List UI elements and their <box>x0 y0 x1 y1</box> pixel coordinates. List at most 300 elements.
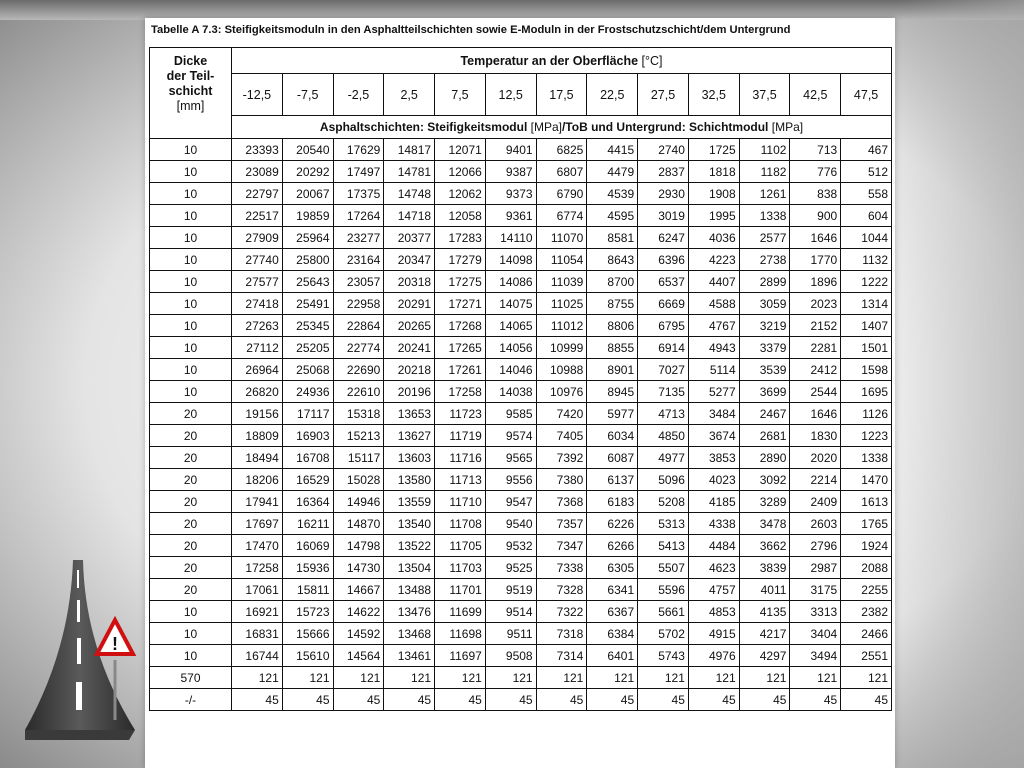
value-cell: 17117 <box>282 403 333 425</box>
table-row <box>150 557 892 579</box>
value-cell: 9565 <box>485 447 536 469</box>
value-cell: 5661 <box>638 601 689 623</box>
value-cell: 2466 <box>841 623 892 645</box>
table-row <box>150 249 892 271</box>
value-cell: 9547 <box>485 491 536 513</box>
table-row <box>150 315 892 337</box>
value-cell: 4223 <box>688 249 739 271</box>
value-cell: 5277 <box>688 381 739 403</box>
value-cell: 5208 <box>638 491 689 513</box>
temperature-cell: 7,5 <box>435 74 486 116</box>
value-cell: 25800 <box>282 249 333 271</box>
value-cell: 6183 <box>587 491 638 513</box>
value-cell: 4479 <box>587 161 638 183</box>
value-cell: 23089 <box>232 161 283 183</box>
table-row <box>150 469 892 491</box>
value-cell: 17470 <box>232 535 283 557</box>
value-cell: 5096 <box>638 469 689 491</box>
value-cell: 9511 <box>485 623 536 645</box>
value-cell: 14870 <box>333 513 384 535</box>
value-cell: 13603 <box>384 447 435 469</box>
table-row <box>150 689 892 711</box>
value-cell: 12058 <box>435 205 486 227</box>
value-cell: 15666 <box>282 623 333 645</box>
value-cell: 17268 <box>435 315 486 337</box>
value-cell: 17283 <box>435 227 486 249</box>
value-cell: 7420 <box>536 403 587 425</box>
value-cell: 18494 <box>232 447 283 469</box>
value-cell: 4977 <box>638 447 689 469</box>
value-cell: 20377 <box>384 227 435 249</box>
table-row <box>150 403 892 425</box>
value-cell: 7357 <box>536 513 587 535</box>
value-cell: 2681 <box>739 425 790 447</box>
value-cell: 26964 <box>232 359 283 381</box>
value-cell: 27418 <box>232 293 283 315</box>
value-cell: 2409 <box>790 491 841 513</box>
value-cell: 23277 <box>333 227 384 249</box>
value-cell: 5743 <box>638 645 689 667</box>
value-cell: 4023 <box>688 469 739 491</box>
value-cell: 1470 <box>841 469 892 491</box>
value-cell: 14086 <box>485 271 536 293</box>
temperature-cell: -2,5 <box>333 74 384 116</box>
dicke-cell: 20 <box>150 557 232 579</box>
value-cell: 3059 <box>739 293 790 315</box>
value-cell: 1598 <box>841 359 892 381</box>
value-cell: 1646 <box>790 227 841 249</box>
value-cell: 776 <box>790 161 841 183</box>
value-cell: 121 <box>638 667 689 689</box>
value-cell: 558 <box>841 183 892 205</box>
value-cell: 14781 <box>384 161 435 183</box>
value-cell: 1501 <box>841 337 892 359</box>
value-cell: 4036 <box>688 227 739 249</box>
modulus-unit: [MPa] <box>530 120 562 134</box>
value-cell: 17271 <box>435 293 486 315</box>
table-row <box>150 601 892 623</box>
dicke-cell: 20 <box>150 579 232 601</box>
value-cell: 3539 <box>739 359 790 381</box>
value-cell: 1102 <box>739 139 790 161</box>
value-cell: 13580 <box>384 469 435 491</box>
value-cell: 17061 <box>232 579 283 601</box>
value-cell: 7135 <box>638 381 689 403</box>
value-cell: 1924 <box>841 535 892 557</box>
value-cell: 3175 <box>790 579 841 601</box>
value-cell: 16708 <box>282 447 333 469</box>
value-cell: 1695 <box>841 381 892 403</box>
value-cell: 11710 <box>435 491 486 513</box>
value-cell: 9532 <box>485 535 536 557</box>
value-cell: 14667 <box>333 579 384 601</box>
value-cell: 9514 <box>485 601 536 623</box>
value-cell: 45 <box>282 689 333 711</box>
value-cell: 7405 <box>536 425 587 447</box>
value-cell: 3379 <box>739 337 790 359</box>
value-cell: 22864 <box>333 315 384 337</box>
dicke-cell: 10 <box>150 161 232 183</box>
table-title: Tabelle A 7.3: Steifigkeitsmoduln in den Asphaltteilschichten sowie E-Moduln in der Frostschutzschicht/dem Untergrund <box>151 24 791 36</box>
dicke-cell: 10 <box>150 249 232 271</box>
value-cell: 45 <box>638 689 689 711</box>
value-cell: 1908 <box>688 183 739 205</box>
value-cell: 11713 <box>435 469 486 491</box>
value-cell: 1338 <box>841 447 892 469</box>
value-cell: 15811 <box>282 579 333 601</box>
value-cell: 20241 <box>384 337 435 359</box>
value-cell: 45 <box>841 689 892 711</box>
value-cell: 14798 <box>333 535 384 557</box>
value-cell: 4011 <box>739 579 790 601</box>
value-cell: 9540 <box>485 513 536 535</box>
value-cell: 17629 <box>333 139 384 161</box>
value-cell: 3662 <box>739 535 790 557</box>
value-cell: 3219 <box>739 315 790 337</box>
value-cell: 14098 <box>485 249 536 271</box>
temperature-cell: 42,5 <box>790 74 841 116</box>
value-cell: 12066 <box>435 161 486 183</box>
value-cell: 12062 <box>435 183 486 205</box>
modulus-table <box>149 47 892 711</box>
value-cell: 6537 <box>638 271 689 293</box>
value-cell: 16831 <box>232 623 283 645</box>
dicke-header <box>150 48 232 139</box>
dicke-unit: [mm] <box>176 99 205 113</box>
value-cell: 2890 <box>739 447 790 469</box>
value-cell: 45 <box>739 689 790 711</box>
value-cell: 20218 <box>384 359 435 381</box>
value-cell: 13522 <box>384 535 435 557</box>
value-cell: 1338 <box>739 205 790 227</box>
value-cell: 6384 <box>587 623 638 645</box>
value-cell: 11699 <box>435 601 486 623</box>
temperature-header <box>232 48 892 74</box>
dicke-cell: 20 <box>150 403 232 425</box>
value-cell: 45 <box>232 689 283 711</box>
value-cell: 20291 <box>384 293 435 315</box>
dicke-cell: 10 <box>150 139 232 161</box>
value-cell: 2899 <box>739 271 790 293</box>
temperature-cell: -12,5 <box>232 74 283 116</box>
value-cell: 5596 <box>638 579 689 601</box>
temperature-cell: 12,5 <box>485 74 536 116</box>
dicke-cell: 10 <box>150 315 232 337</box>
value-cell: 3853 <box>688 447 739 469</box>
temperature-values-row <box>150 74 892 116</box>
value-cell: 20540 <box>282 139 333 161</box>
value-cell: 2020 <box>790 447 841 469</box>
value-cell: 9556 <box>485 469 536 491</box>
road-warning-icon <box>25 560 145 760</box>
value-cell: 4415 <box>587 139 638 161</box>
value-cell: 11703 <box>435 557 486 579</box>
value-cell: 11705 <box>435 535 486 557</box>
value-cell: 26820 <box>232 381 283 403</box>
value-cell: 3019 <box>638 205 689 227</box>
table-row <box>150 183 892 205</box>
value-cell: 6087 <box>587 447 638 469</box>
value-cell: 6669 <box>638 293 689 315</box>
value-cell: 2152 <box>790 315 841 337</box>
header-row-temperature <box>150 48 892 74</box>
value-cell: 11697 <box>435 645 486 667</box>
table-row <box>150 645 892 667</box>
value-cell: 1261 <box>739 183 790 205</box>
value-cell: 3478 <box>739 513 790 535</box>
value-cell: 13653 <box>384 403 435 425</box>
table-row <box>150 491 892 513</box>
value-cell: 3289 <box>739 491 790 513</box>
value-cell: 6774 <box>536 205 587 227</box>
value-cell: 7392 <box>536 447 587 469</box>
value-cell: 1182 <box>739 161 790 183</box>
value-cell: 8901 <box>587 359 638 381</box>
value-cell: 121 <box>435 667 486 689</box>
modulus-label-asphalt: Asphaltschichten: Steifigkeitsmodul <box>319 120 531 134</box>
temperature-cell: 47,5 <box>841 74 892 116</box>
value-cell: 2255 <box>841 579 892 601</box>
value-cell: 5977 <box>587 403 638 425</box>
value-cell: 7328 <box>536 579 587 601</box>
value-cell: 45 <box>333 689 384 711</box>
table-row <box>150 425 892 447</box>
value-cell: 9373 <box>485 183 536 205</box>
value-cell: 4217 <box>739 623 790 645</box>
dicke-cell: 10 <box>150 601 232 623</box>
value-cell: 14075 <box>485 293 536 315</box>
value-cell: 6034 <box>587 425 638 447</box>
value-cell: 45 <box>688 689 739 711</box>
table-row <box>150 337 892 359</box>
value-cell: 20292 <box>282 161 333 183</box>
value-cell: 6396 <box>638 249 689 271</box>
value-cell: 9585 <box>485 403 536 425</box>
value-cell: 7368 <box>536 491 587 513</box>
value-cell: 4757 <box>688 579 739 601</box>
value-cell: 4135 <box>739 601 790 623</box>
value-cell: 15213 <box>333 425 384 447</box>
value-cell: 10999 <box>536 337 587 359</box>
value-cell: 9508 <box>485 645 536 667</box>
value-cell: 4185 <box>688 491 739 513</box>
value-cell: 27909 <box>232 227 283 249</box>
table-row <box>150 139 892 161</box>
value-cell: 17697 <box>232 513 283 535</box>
value-cell: 2987 <box>790 557 841 579</box>
value-cell: 1223 <box>841 425 892 447</box>
value-cell: 17264 <box>333 205 384 227</box>
value-cell: 14622 <box>333 601 384 623</box>
value-cell: 1995 <box>688 205 739 227</box>
value-cell: 10988 <box>536 359 587 381</box>
value-cell: 15028 <box>333 469 384 491</box>
value-cell: 3494 <box>790 645 841 667</box>
modulus-header <box>232 116 892 139</box>
value-cell: 15318 <box>333 403 384 425</box>
value-cell: 11723 <box>435 403 486 425</box>
value-cell: 713 <box>790 139 841 161</box>
value-cell: 25205 <box>282 337 333 359</box>
value-cell: 4915 <box>688 623 739 645</box>
value-cell: 2023 <box>790 293 841 315</box>
value-cell: 2738 <box>739 249 790 271</box>
value-cell: 45 <box>384 689 435 711</box>
value-cell: 467 <box>841 139 892 161</box>
value-cell: 14065 <box>485 315 536 337</box>
value-cell: 24936 <box>282 381 333 403</box>
value-cell: 4943 <box>688 337 739 359</box>
value-cell: 4297 <box>739 645 790 667</box>
value-cell: 1646 <box>790 403 841 425</box>
value-cell: 9387 <box>485 161 536 183</box>
value-cell: 7338 <box>536 557 587 579</box>
dicke-header-line: der Teil- <box>166 69 215 83</box>
value-cell: 25643 <box>282 271 333 293</box>
value-cell: 4976 <box>688 645 739 667</box>
value-cell: 1222 <box>841 271 892 293</box>
value-cell: 1044 <box>841 227 892 249</box>
value-cell: 2796 <box>790 535 841 557</box>
value-cell: 11054 <box>536 249 587 271</box>
value-cell: 13461 <box>384 645 435 667</box>
dicke-cell: -/- <box>150 689 232 711</box>
dicke-cell: 10 <box>150 205 232 227</box>
value-cell: 6266 <box>587 535 638 557</box>
value-cell: 22958 <box>333 293 384 315</box>
value-cell: 20067 <box>282 183 333 205</box>
value-cell: 14038 <box>485 381 536 403</box>
table-row <box>150 161 892 183</box>
value-cell: 2214 <box>790 469 841 491</box>
value-cell: 20318 <box>384 271 435 293</box>
table-row <box>150 579 892 601</box>
header-row-modulus <box>150 116 892 139</box>
value-cell: 4623 <box>688 557 739 579</box>
value-cell: 13627 <box>384 425 435 447</box>
dicke-cell: 10 <box>150 623 232 645</box>
value-cell: 2467 <box>739 403 790 425</box>
value-cell: 2544 <box>790 381 841 403</box>
value-cell: 8700 <box>587 271 638 293</box>
value-cell: 7314 <box>536 645 587 667</box>
slide-right-shade <box>896 0 1024 768</box>
value-cell: 4588 <box>688 293 739 315</box>
value-cell: 512 <box>841 161 892 183</box>
value-cell: 17279 <box>435 249 486 271</box>
value-cell: 4595 <box>587 205 638 227</box>
value-cell: 1613 <box>841 491 892 513</box>
value-cell: 13468 <box>384 623 435 645</box>
value-cell: 6367 <box>587 601 638 623</box>
value-cell: 11012 <box>536 315 587 337</box>
value-cell: 8945 <box>587 381 638 403</box>
value-cell: 16529 <box>282 469 333 491</box>
value-cell: 3404 <box>790 623 841 645</box>
temperature-cell: 37,5 <box>739 74 790 116</box>
value-cell: 8755 <box>587 293 638 315</box>
value-cell: 2088 <box>841 557 892 579</box>
dicke-cell: 20 <box>150 447 232 469</box>
value-cell: 23057 <box>333 271 384 293</box>
value-cell: 6341 <box>587 579 638 601</box>
value-cell: 1132 <box>841 249 892 271</box>
svg-text:!: ! <box>112 634 118 654</box>
value-cell: 11719 <box>435 425 486 447</box>
value-cell: 45 <box>587 689 638 711</box>
table-row <box>150 227 892 249</box>
value-cell: 13559 <box>384 491 435 513</box>
value-cell: 25345 <box>282 315 333 337</box>
value-cell: 22797 <box>232 183 283 205</box>
value-cell: 11716 <box>435 447 486 469</box>
value-cell: 4484 <box>688 535 739 557</box>
value-cell: 23393 <box>232 139 283 161</box>
value-cell: 9519 <box>485 579 536 601</box>
value-cell: 6401 <box>587 645 638 667</box>
value-cell: 1407 <box>841 315 892 337</box>
value-cell: 11708 <box>435 513 486 535</box>
temperature-unit: [°C] <box>641 53 663 68</box>
dicke-cell: 20 <box>150 513 232 535</box>
dicke-cell: 20 <box>150 469 232 491</box>
value-cell: 2930 <box>638 183 689 205</box>
temperature-cell: 27,5 <box>638 74 689 116</box>
value-cell: 6226 <box>587 513 638 535</box>
value-cell: 9401 <box>485 139 536 161</box>
value-cell: 15117 <box>333 447 384 469</box>
dicke-cell: 10 <box>150 227 232 249</box>
value-cell: 27577 <box>232 271 283 293</box>
value-cell: 11070 <box>536 227 587 249</box>
value-cell: 45 <box>790 689 841 711</box>
value-cell: 19156 <box>232 403 283 425</box>
value-cell: 14748 <box>384 183 435 205</box>
value-cell: 14056 <box>485 337 536 359</box>
value-cell: 15723 <box>282 601 333 623</box>
value-cell: 20265 <box>384 315 435 337</box>
temperature-cell: 2,5 <box>384 74 435 116</box>
value-cell: 16364 <box>282 491 333 513</box>
value-cell: 7027 <box>638 359 689 381</box>
table-row <box>150 667 892 689</box>
dicke-cell: 570 <box>150 667 232 689</box>
dicke-cell: 10 <box>150 271 232 293</box>
value-cell: 19859 <box>282 205 333 227</box>
value-cell: 1818 <box>688 161 739 183</box>
value-cell: 17497 <box>333 161 384 183</box>
value-cell: 22690 <box>333 359 384 381</box>
value-cell: 900 <box>790 205 841 227</box>
value-cell: 8855 <box>587 337 638 359</box>
temperature-cell: -7,5 <box>282 74 333 116</box>
value-cell: 6305 <box>587 557 638 579</box>
slide-top-frame <box>0 0 1024 20</box>
value-cell: 1765 <box>841 513 892 535</box>
value-cell: 6795 <box>638 315 689 337</box>
value-cell: 45 <box>536 689 587 711</box>
value-cell: 11698 <box>435 623 486 645</box>
value-cell: 22610 <box>333 381 384 403</box>
dicke-cell: 10 <box>150 337 232 359</box>
value-cell: 20347 <box>384 249 435 271</box>
value-cell: 121 <box>841 667 892 689</box>
value-cell: 13504 <box>384 557 435 579</box>
value-cell: 2577 <box>739 227 790 249</box>
dicke-cell: 10 <box>150 359 232 381</box>
value-cell: 1770 <box>790 249 841 271</box>
value-cell: 121 <box>232 667 283 689</box>
